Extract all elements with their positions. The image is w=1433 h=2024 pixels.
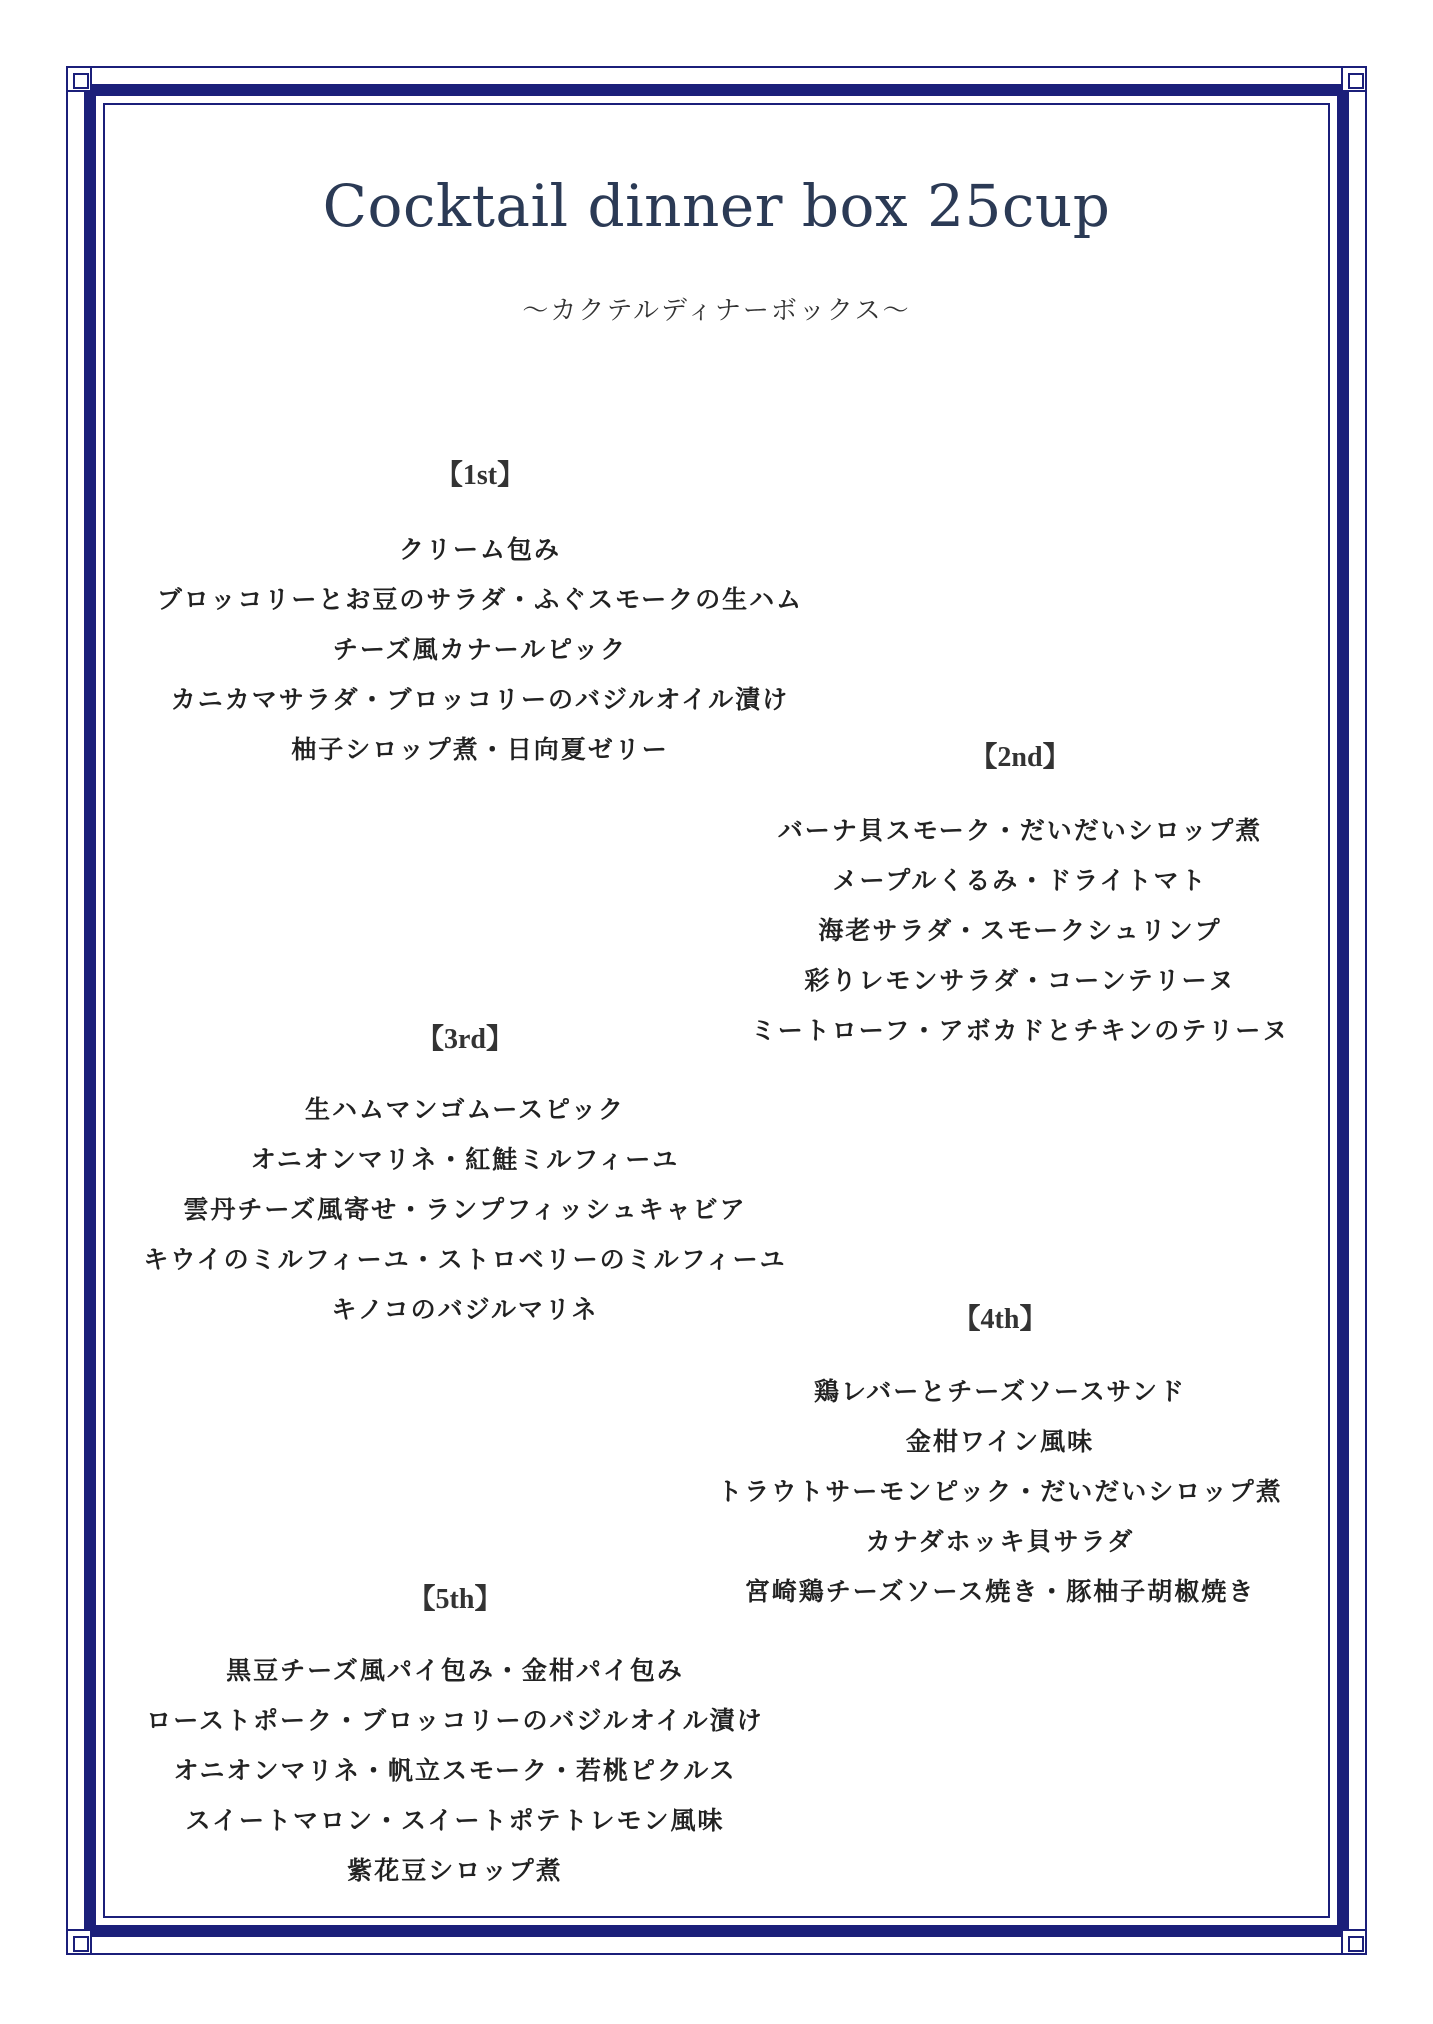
course-4-heading xyxy=(800,1300,1200,1340)
course-2-heading xyxy=(820,738,1220,778)
menu-title: Cocktail dinner box 25cup xyxy=(322,172,1111,240)
menu-item: 宮崎鶏チーズソース焼き・豚柚子胡椒焼き xyxy=(744,1577,1256,1606)
menu-item: 生ハムマンゴムースピック xyxy=(304,1095,625,1124)
corner-ornament-top-left xyxy=(66,66,92,92)
corner-ornament-bottom-right xyxy=(1341,1929,1367,1955)
menu-item: クリーム包み xyxy=(398,535,561,564)
menu-item: ローストポーク・ブロッコリーのバジルオイル漬け xyxy=(146,1706,764,1735)
course-4-items xyxy=(600,1367,1400,1617)
menu-item: 鶏レバーとチーズソースサンド xyxy=(813,1377,1186,1406)
menu-item: メープルくるみ・ドライトマト xyxy=(832,866,1208,895)
course-label: 【5th】 xyxy=(407,1584,503,1615)
course-5-items xyxy=(55,1646,855,1896)
menu-item: チーズ風カナールピック xyxy=(332,635,628,664)
menu-subtitle: 〜カクテルディナーボックス〜 xyxy=(522,296,911,326)
course-3-heading xyxy=(265,1020,665,1060)
menu-item: オニオンマリネ・紅鮭ミルフィーユ xyxy=(250,1145,680,1174)
course-5-heading xyxy=(255,1580,655,1620)
menu-item: カニカマサラダ・ブロッコリーのバジルオイル漬け xyxy=(170,685,790,714)
course-1-heading xyxy=(280,456,680,496)
course-1-items xyxy=(80,525,880,775)
menu-item: 彩りレモンサラダ・コーンテリーヌ xyxy=(804,966,1236,995)
course-label: 【3rd】 xyxy=(415,1024,514,1055)
menu-item: ミートローフ・アボカドとチキンのテリーヌ xyxy=(750,1016,1290,1045)
menu-item: 柚子シロップ煮・日向夏ゼリー xyxy=(291,735,669,764)
menu-item: スイートマロン・スイートポテトレモン風味 xyxy=(185,1806,725,1835)
corner-ornament-bottom-left xyxy=(66,1929,92,1955)
menu-item: 金柑ワイン風味 xyxy=(905,1427,1095,1456)
corner-ornament-top-right xyxy=(1341,66,1367,92)
menu-item: キウイのミルフィーユ・ストロベリーのミルフィーユ xyxy=(143,1245,787,1274)
menu-item: 海老サラダ・スモークシュリンプ xyxy=(818,916,1222,945)
menu-item: トラウトサーモンピック・だいだいシロップ煮 xyxy=(717,1477,1283,1506)
course-label: 【2nd】 xyxy=(969,742,1071,773)
course-3-items xyxy=(65,1085,865,1335)
menu-item: オニオンマリネ・帆立スモーク・若桃ピクルス xyxy=(173,1756,737,1785)
menu-item: 黒豆チーズ風パイ包み・金柑パイ包み xyxy=(226,1656,684,1685)
course-label: 【1st】 xyxy=(434,460,526,491)
course-label: 【4th】 xyxy=(952,1304,1048,1335)
menu-item: キノコのバジルマリネ xyxy=(331,1295,599,1324)
menu-item: 雲丹チーズ風寄せ・ランプフィッシュキャビア xyxy=(183,1195,747,1224)
menu-item: 紫花豆シロップ煮 xyxy=(347,1856,563,1885)
menu-item: カナダホッキ貝サラダ xyxy=(865,1527,1135,1556)
menu-item: バーナ貝スモーク・だいだいシロップ煮 xyxy=(777,816,1263,845)
menu-item: ブロッコリーとお豆のサラダ・ふぐスモークの生ハム xyxy=(156,585,804,614)
course-2-items xyxy=(620,806,1420,1056)
